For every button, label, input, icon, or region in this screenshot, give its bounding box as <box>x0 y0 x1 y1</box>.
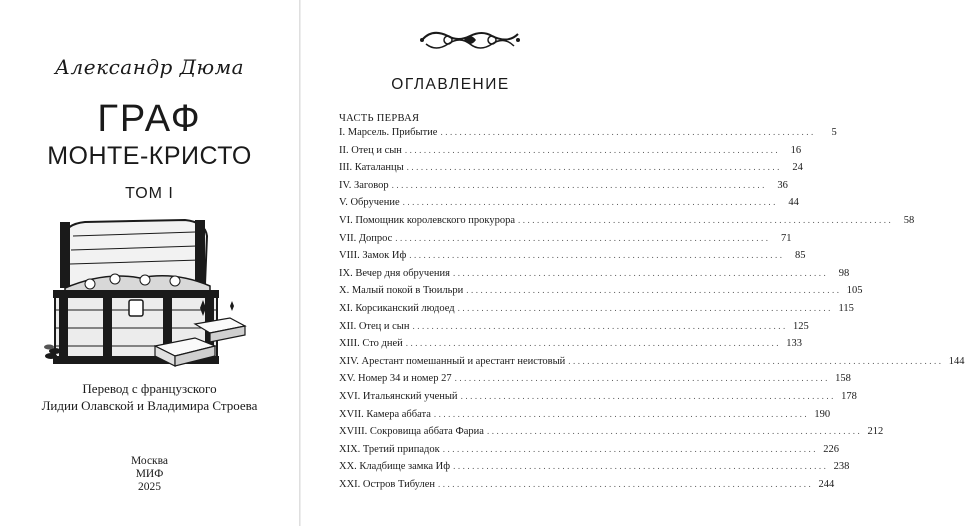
toc-entry-title: XIV. Арестант помешанный и арестант неистовый <box>339 355 566 367</box>
toc-entry[interactable] <box>339 162 803 180</box>
toc-leader-dots: ............................................................................... <box>518 214 894 225</box>
toc-leader-dots: ............................................................................... <box>442 443 818 454</box>
toc-leader-dots: ............................................................................... <box>454 373 830 384</box>
toc-leader-dots: ............................................................................... <box>404 144 781 155</box>
publication-year: 2025 <box>138 481 161 493</box>
toc-entry[interactable] <box>339 267 850 286</box>
toc-entry[interactable] <box>339 197 799 215</box>
toc-leader-dots: ............................................................................... <box>568 355 944 366</box>
toc-entry-page: 105 <box>846 285 863 297</box>
toc-entry-page: 226 <box>823 443 839 455</box>
toc-entry-page: 158 <box>835 373 851 385</box>
toc-entry-page: 125 <box>792 320 809 332</box>
toc-entry[interactable] <box>339 144 802 163</box>
author-name: Александр Дюма <box>54 55 245 79</box>
toc-leader-dots: ............................................................................... <box>460 390 836 401</box>
toc-entry-title: II. Отец и сын <box>339 144 402 156</box>
toc-entry[interactable] <box>339 426 884 444</box>
toc-entry-title: V. Обручение <box>339 197 400 209</box>
book-title-line1: ГРАФ <box>97 98 202 140</box>
toc-entry-title: XIX. Третий припадок <box>339 443 440 455</box>
publisher-city: Москва <box>130 455 169 467</box>
toc-entry[interactable] <box>339 127 837 145</box>
toc-leader-dots: ............................................................................... <box>452 267 829 278</box>
toc-entry[interactable] <box>339 478 835 497</box>
toc-leader-dots: ............................................................................... <box>406 162 782 173</box>
toc-entry-title: XVII. Камера аббата <box>339 408 431 420</box>
toc-entry-page: 238 <box>833 461 850 473</box>
toc-entry[interactable] <box>339 320 809 339</box>
toc-entry-page: 16 <box>790 144 802 156</box>
toc-entry-page: 244 <box>818 478 835 490</box>
toc-entry-page: 36 <box>777 179 788 191</box>
toc-leader-dots: ............................................................................... <box>466 285 842 296</box>
toc-leader-dots: ............................................................................... <box>391 179 767 190</box>
toc-entry[interactable] <box>339 250 806 268</box>
toc-entry-title: XII. Отец и сын <box>339 320 410 332</box>
toc-entry[interactable] <box>339 461 850 479</box>
translation-credit <box>0 380 299 414</box>
toc-entry-title: XI. Корсиканский людоед <box>339 302 455 314</box>
toc-entry-title: XX. Кладбище замка Иф <box>339 461 451 473</box>
toc-entry-page: 71 <box>781 232 792 244</box>
toc-entry-page: 133 <box>786 338 803 350</box>
publisher-name: МИФ <box>135 468 164 480</box>
toc-entry[interactable] <box>339 408 831 427</box>
toc-entry-title: XVIII. Сокровища аббата Фариа <box>339 426 484 438</box>
volume-label: ТОМ I <box>125 185 174 202</box>
toc-entry-title: XIII. Сто дней <box>339 338 403 350</box>
toc-leader-dots: ............................................................................... <box>486 426 863 437</box>
translation-line2: Лидии Олавской и Владимира Строева <box>41 398 258 413</box>
part-heading: ЧАСТЬ ПЕРВАЯ <box>339 113 420 124</box>
toc-entry[interactable] <box>339 443 839 462</box>
toc-entry-title: I. Марсель. Прибытие <box>339 127 438 138</box>
toc-entry-title: XVI. Итальянский ученый <box>339 390 458 402</box>
toc-leader-dots: ............................................................................... <box>453 461 829 472</box>
toc-heading: ОГЛАВЛЕНИЕ <box>391 76 510 93</box>
toc-entry-page: 24 <box>792 162 803 174</box>
toc-entry-title: X. Малый покой в Тюильри <box>339 285 464 297</box>
translation-line1: Перевод с французского <box>82 381 217 396</box>
table-of-contents <box>339 127 965 496</box>
toc-entry-page: 115 <box>838 302 854 314</box>
toc-entry-page: 98 <box>838 267 850 279</box>
toc-entry-page: 58 <box>903 214 915 226</box>
toc-entry[interactable] <box>339 302 854 321</box>
toc-entry[interactable] <box>339 214 915 233</box>
toc-entry-title: VIII. Замок Иф <box>339 250 407 262</box>
toc-entry[interactable] <box>339 285 863 303</box>
toc-entry-page: 212 <box>867 426 884 438</box>
toc-entry-page: 144 <box>948 355 965 367</box>
toc-entry-title: VII. Допрос <box>339 232 393 244</box>
toc-leader-dots: ............................................................................... <box>457 302 833 313</box>
toc-leader-dots: ............................................................................... <box>440 127 816 137</box>
toc-leader-dots: ............................................................................... <box>437 478 814 489</box>
toc-entry-page: 178 <box>841 390 857 402</box>
toc-leader-dots: ............................................................................... <box>405 338 782 349</box>
imprint <box>0 455 299 494</box>
toc-entry[interactable] <box>339 232 792 251</box>
toc-entry-title: IV. Заговор <box>339 179 389 191</box>
toc-entry-page: 85 <box>795 250 806 262</box>
toc-entry[interactable] <box>339 373 851 391</box>
toc-entry-title: XV. Номер 34 и номер 27 <box>339 373 452 385</box>
toc-entry-title: XXI. Остров Тибулен <box>339 478 435 490</box>
toc-entry-title: VI. Помощник королевского прокурора <box>339 214 516 226</box>
toc-leader-dots: ............................................................................... <box>402 197 778 208</box>
toc-leader-dots: ............................................................................... <box>395 232 771 243</box>
toc-leader-dots: ............................................................................... <box>412 320 788 331</box>
toc-entry-page: 44 <box>788 197 799 209</box>
toc-entry[interactable] <box>339 338 803 356</box>
toc-entry-title: IX. Вечер дня обручения <box>339 267 450 279</box>
toc-entry-page: 190 <box>814 408 831 420</box>
toc-entry-title: III. Каталанцы <box>339 162 404 174</box>
decorative-flourish-icon <box>418 22 522 62</box>
toc-entry-page: 5 <box>831 127 837 138</box>
toc-entry[interactable] <box>339 390 857 409</box>
toc-entry[interactable] <box>339 179 788 198</box>
toc-leader-dots: ............................................................................... <box>433 408 810 419</box>
toc-entry[interactable] <box>339 355 965 374</box>
toc-leader-dots: ............................................................................... <box>409 250 785 261</box>
book-title-line2: МОНТЕ-КРИСТО <box>47 142 252 170</box>
treasure-chest-icon <box>45 216 255 376</box>
